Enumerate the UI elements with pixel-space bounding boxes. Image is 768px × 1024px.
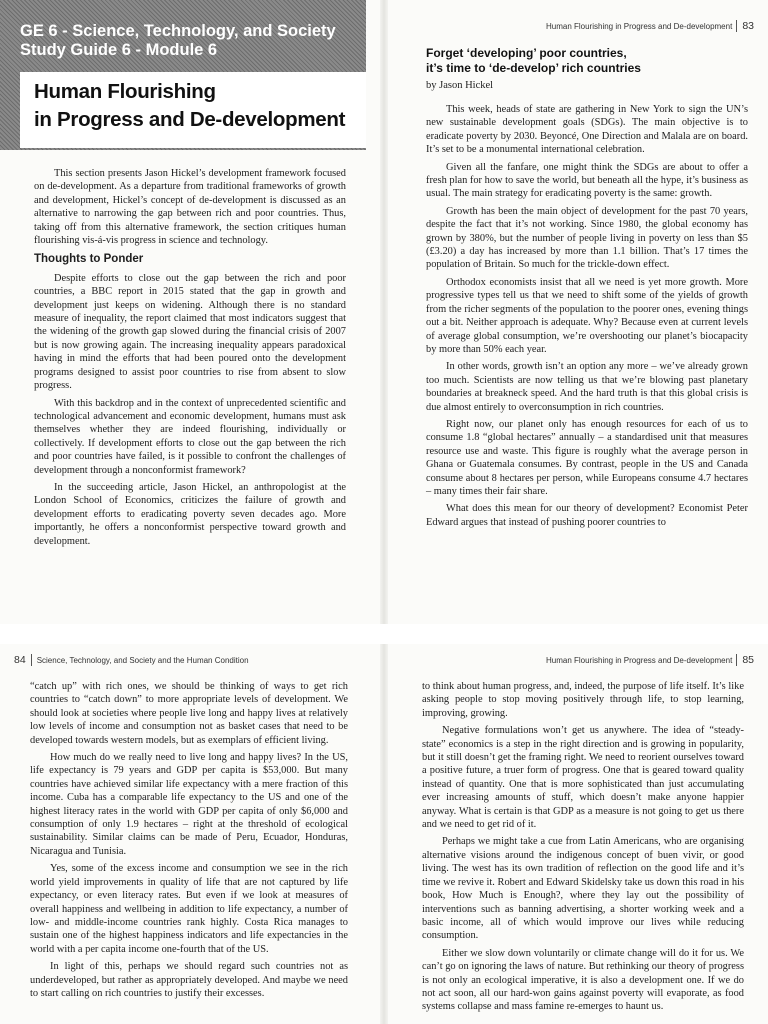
article-paragraph: Negative formulations won’t get us anywhere. The idea of “steady-state” economics is a step in the right direction and is growing in popularity, but it still doesn’t get the framing right. We need to reorient ourselves toward a positive future, a truer form of progress. One that is geared toward quality instead of quantity. One that is more sophisticated than just accumulating ever increasing amounts of stuff, which doesn’t make anyone happier anyway. What is certain is that GDP as a measure is not going to get us there and we need to get rid of it. [422, 725, 744, 831]
article-paragraph: Either we slow down voluntarily or climate change will do it for us. We can’t go on ignoring the laws of nature. But rethinking our theory of progress is not only an ecological imperative, it is also a development one. If we do not act soon, all our hard-won gains against poverty will evaporate, as food systems collapse and mass famine re-emerges to haunt us. [422, 947, 744, 1013]
article-paragraph: In other words, growth isn’t an option any more – we’ve already grown too much. Scientists are now telling us that we’re blowing past planetary boundaries at breakneck speed. And the hard truth is that this global crisis is due almost entirely to overconsumption in rich countries. [426, 361, 748, 413]
article-column [426, 103, 748, 533]
article-paragraph: Right now, our planet only has enough resources for each of us to consume 1.8 “global hectares” annually – a standardised unit that measures resource use and waste. This figure is roughly what the average person in Ghana or Guatemala consumes. By contrast, people in the US and Canada consume about 8 hectares per person, while Europeans consume 4.7 hectares – many times their fair share. [426, 418, 748, 497]
article-title-line2: it’s time to ‘de-develop’ rich countries [426, 61, 641, 75]
article-paragraph: to think about human progress, and, indeed, the purpose of life itself. It’s like asking people to stop moving positively through life, to stop learning, improving, growing. [422, 681, 744, 719]
article-byline: by Jason Hickel [426, 80, 494, 91]
thoughts-heading: Thoughts to Ponder [34, 253, 144, 266]
thoughts-paragraph: In the succeeding article, Jason Hickel, an anthropologist at the London School of Economics, criticizes the failure of growth and development efforts to eradicating poverty seven decades ago. More importantly, he offers a nonconformist perspective toward growth and development. [34, 481, 346, 547]
running-head-83 [546, 20, 754, 32]
article-paragraph: Perhaps we might take a cue from Latin Americans, who are organising alternative visions around the indigenous concept of buen vivir, or good living. The west has its own tradition of reflection on the good life and it’s time we revive it. Robert and Edward Skidelsky take us down this road in his book, How Much is Enough?, where they lay out the possibility of interventions such as banning advertising, a shorter working week and a basic income, all of which would improve our lives while reducing consumption. [422, 836, 744, 942]
section-title-line2: in Progress and De-development [34, 108, 346, 131]
article-paragraph: “catch up” with rich ones, we should be thinking of ways to get rich countries to “catch down” to more appropriate levels of development. We should look at societies where people live long and happy lives at relatively low levels of income and consumption not as basket cases that need to be developed towards western models, but as exemplars of efficient living. [30, 681, 348, 746]
page-83 [390, 0, 768, 624]
banner-line-module: Study Guide 6 - Module 6 [20, 41, 218, 59]
page-number: 83 [736, 20, 754, 32]
page-84-column [30, 680, 348, 1004]
page-84 [0, 644, 378, 1024]
article-title [426, 46, 756, 76]
running-head-text: Science, Technology, and Society and the Human Condition [36, 656, 249, 665]
banner-line-course: GE 6 - Science, Technology, and Society [20, 22, 336, 40]
article-paragraph: This week, heads of state are gathering in New York to sign the UN’s new sustainable development goals (SDGs). The main objective is to eradicate poverty by 2030. Beyoncé, One Direction and Malala are on board. It’s set to be a monumental international celebration. [426, 104, 748, 156]
article-paragraph: Given all the fanfare, one might think the SDGs are about to offer a fresh plan for how to save the world, but beneath all the hype, it’s business as usual. The main strategy for eradicating poverty is the same: growth. [426, 161, 748, 200]
intro-column [34, 167, 346, 552]
article-paragraph: How much do we really need to live long and happy lives? In the US, life expectancy is 79 years and GDP per capita is $53,000. But many countries have achieved similar life expectancy with a mere fraction of this income. Cuba has a comparable life expectancy to the US and one of the highest literacy rates in the world with GDP per capita of only $6,000 and consumption of only 1.9 hectares – right at the threshold of ecological sustainability. Similar claims can be made of Peru, Ecuador, Honduras, Nicaragua and Tunisia. [30, 752, 348, 857]
intro-paragraph: This section presents Jason Hickel’s development framework focused on de-development. As a departure from traditional frameworks of growth and development, Hickel’s concept of de-development is discussed as an alternative to narrowing the gap between rich and poor countries. Thus, taking off from this alternative framework, the section critiques human flourishing vis-á-vis progress in science and technology. [34, 168, 346, 247]
article-paragraph: In light of this, perhaps we should regard such countries not as underdeveloped, but rather as appropriately developed. And maybe we need to start calling on rich countries to justify their excesses. [30, 961, 348, 999]
page-left-module-intro [0, 0, 378, 624]
module-banner-text [20, 22, 336, 60]
article-paragraph: Growth has been the main object of development for the past 70 years, despite the fact that it’s not working. Since 1980, the global economy has grown by 380%, but the number of people living in poverty on less than $5 (£3.20) a day has increased by more than 1.1 billion. That’s 17 times the population of Britain. So much for the trickle-down effect. [426, 205, 748, 271]
page-fold [380, 0, 388, 624]
page-number: 84 [14, 654, 32, 666]
article-paragraph: Yes, some of the excess income and consumption we see in the rich world yield improvements in quality of life that are not captured by life expectancy, or even literacy rates. But even if we look at measures of overall happiness and wellbeing in addition to life expectancy, a number of low- and middle-income countries rank highly. Costa Rica manages to sustain one of the highest happiness indicators and life expectancies in the world with a per capita income one-fourth that of the US. [30, 863, 348, 955]
page-85-column [422, 680, 744, 1018]
bottom-spread [0, 644, 768, 1024]
module-banner [0, 0, 366, 150]
thoughts-paragraph: With this backdrop and in the context of unprecedented scientific and technological advancement and economic development, humans must ask themselves whether they are indeed flourishing, individually or collectively. If development efforts to close out the gap between the rich and poor countries have failed, is it possible to confront the challenges of development through a nonconformist framework? [34, 397, 346, 476]
page-85 [390, 644, 768, 1024]
article-paragraph: Orthodox economists insist that all we need is yet more growth. More progressive types tell us that we need to shift some of the yields of growth from the richer segments of the population to the poorer ones, evening things out a bit. Neither approach is adequate. Why? Because even at current levels of average global consumption, we’re overshooting our planet’s biocapacity by more than 50% each year. [426, 276, 748, 355]
article-title-line1: Forget ‘developing’ poor countries, [426, 46, 627, 60]
article-paragraph: What does this mean for our theory of development? Economist Peter Edward argues that instead of pushing poorer countries to [426, 503, 748, 528]
section-title-line1: Human Flourishing [34, 80, 216, 103]
section-title [20, 72, 366, 148]
page-fold [380, 644, 388, 1024]
running-head-84 [14, 654, 249, 666]
running-head-text: Human Flourishing in Progress and De-development [545, 22, 733, 31]
page-number: 85 [736, 654, 754, 666]
thoughts-paragraph: Despite efforts to close out the gap between the rich and poor countries, a BBC report in 2015 stated that the gap in growth and development just keeps on widening. Although there is no standard measure of inequality, the report claimed that most indicators suggest that the widening of the growth gap slowed during the financial crisis of 2007 but is now growing again. The increasing inequality appears paradoxical having in mind the efforts that had been poured onto the development programs designed to assist poor countries to rise from absent to slow progress. [34, 272, 346, 392]
running-head-85 [546, 654, 754, 666]
running-head-text: Human Flourishing in Progress and De-development [545, 656, 733, 665]
spread-gap [0, 624, 768, 644]
